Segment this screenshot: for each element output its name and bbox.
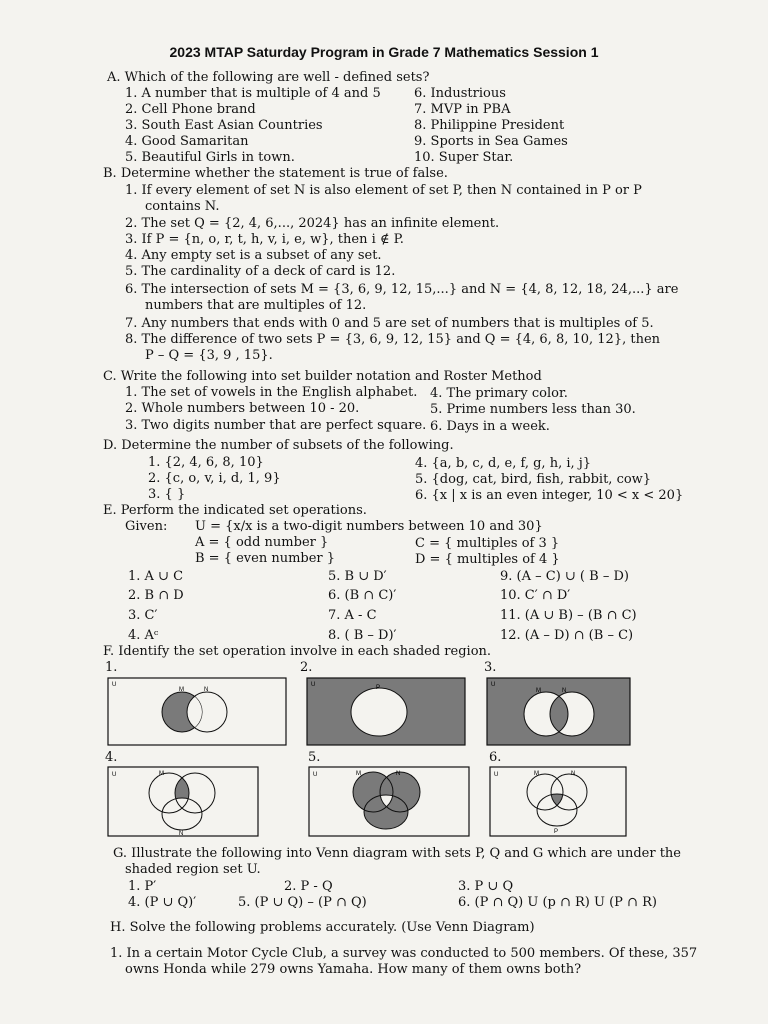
set-a-def: A = { odd number } <box>195 535 329 550</box>
given-label: Given: <box>125 519 168 534</box>
list-item: 4. Aᶜ <box>128 628 159 643</box>
diagram-number: 5. <box>308 750 321 765</box>
section-g-heading: G. Illustrate the following into Venn diagram with sets P, Q and G which are under the <box>113 846 681 861</box>
venn-diagram-2 <box>306 677 466 747</box>
section-b-heading: B. Determine whether the statement is true of false. <box>103 166 448 181</box>
list-item: 6. (P ∩ Q) U (p ∩ R) U (P ∩ R) <box>458 895 657 910</box>
list-item: 5. Beautiful Girls in town. <box>125 150 295 165</box>
list-item: 1. A ∪ C <box>128 569 184 584</box>
section-a-heading: A. Which of the following are well - defined sets? <box>107 70 430 85</box>
list-item: 2. Cell Phone brand <box>125 102 256 117</box>
list-item: 6. (B ∩ C)′ <box>328 588 397 603</box>
list-item: 6. The intersection of sets M = {3, 6, 9, 12, 15,...} and N = {4, 8, 12, 18, 24,...} are <box>125 282 679 297</box>
problem-line: 1. In a certain Motor Cycle Club, a survey was conducted to 500 members. Of these, 357 <box>110 946 698 961</box>
list-item: 5. {dog, cat, bird, fish, rabbit, cow} <box>415 472 652 487</box>
n-label: N <box>571 771 576 777</box>
u-label: U <box>494 772 499 778</box>
set-m-circle <box>527 774 563 810</box>
list-item: 3. If P = {n, o, r, t, h, v, i, e, w}, then i ∉ P. <box>125 232 404 247</box>
list-item: P – Q = {3, 9 , 15}. <box>145 348 273 363</box>
diagram-number: 2. <box>300 660 313 675</box>
n-label: N <box>204 687 209 693</box>
section-e-heading: E. Perform the indicated set operations. <box>103 503 367 518</box>
list-item: 8. The difference of two sets P = {3, 6, 9, 12, 15} and Q = {4, 6, 8, 10, 12}, then <box>125 332 661 347</box>
venn-diagram-5 <box>308 766 470 838</box>
u-label: U <box>112 682 117 688</box>
section-h-heading: H. Solve the following problems accurately. (Use Venn Diagram) <box>110 920 535 935</box>
list-item: 7. A - C <box>328 608 377 623</box>
list-item: 4. The primary color. <box>430 386 568 401</box>
list-item: 2. B ∩ D <box>128 588 184 603</box>
list-item: 7. Any numbers that ends with 0 and 5 are set of numbers that is multiples of 5. <box>125 316 654 331</box>
set-b-def: B = { even number } <box>195 551 336 566</box>
list-item: 2. {c, o, v, i, d, 1, 9} <box>148 471 281 486</box>
list-item: 1. P′ <box>128 879 157 894</box>
set-p-circle <box>351 688 407 736</box>
list-item: 1. {2, 4, 6, 8, 10} <box>148 455 264 470</box>
list-item: 9. Sports in Sea Games <box>414 134 568 149</box>
n-label: N <box>396 771 401 777</box>
problem-line: owns Honda while 279 owns Yamaha. How many of them owns both? <box>125 962 582 977</box>
list-item: numbers that are multiples of 12. <box>145 298 367 313</box>
u-label: U <box>313 772 318 778</box>
diagram-number: 4. <box>105 750 118 765</box>
m-label: M <box>159 771 164 777</box>
n-label: N <box>179 831 184 837</box>
list-item: 6. Industrious <box>414 86 506 101</box>
section-d-heading: D. Determine the number of subsets of the following. <box>103 438 454 453</box>
m-label: M <box>179 687 184 693</box>
list-item: 3. South East Asian Countries <box>125 118 323 133</box>
set-c-def: C = { multiples of 3 } <box>415 536 560 551</box>
list-item: 5. Prime numbers less than 30. <box>430 402 636 417</box>
diagram-number: 3. <box>484 660 497 675</box>
list-item: 1. If every element of set N is also element of set P, then N contained in P or P <box>125 183 642 198</box>
m-label: M <box>356 771 361 777</box>
list-item: 5. B ∪ D′ <box>328 569 387 584</box>
list-item: 1. The set of vowels in the English alphabet. <box>125 385 418 400</box>
list-item: 4. Any empty set is a subset of any set. <box>125 248 382 263</box>
list-item: 5. The cardinality of a deck of card is 12. <box>125 264 396 279</box>
venn-diagram-1 <box>107 677 287 747</box>
universal-set-def: U = {x/x is a two-digit numbers between 10 and 30} <box>195 519 543 534</box>
list-item: 2. P - Q <box>284 879 333 894</box>
u-label: U <box>311 682 316 688</box>
list-item: 12. (A – D) ∩ (B – C) <box>500 628 634 643</box>
u-label: U <box>491 682 496 688</box>
list-item: 2. Whole numbers between 10 - 20. <box>125 401 360 416</box>
list-item: 3. Two digits number that are perfect square. <box>125 418 427 433</box>
list-item: 6. Days in a week. <box>430 419 550 434</box>
list-item: 3. C′ <box>128 608 158 623</box>
p-label: P <box>554 829 559 835</box>
list-item: 7. MVP in PBA <box>414 102 511 117</box>
list-item: 4. {a, b, c, d, e, f, g, h, i, j} <box>415 456 592 471</box>
list-item: 6. {x | x is an even integer, 10 < x < 20} <box>415 488 684 503</box>
list-item: 4. Good Samaritan <box>125 134 249 149</box>
list-item: 10. Super Star. <box>414 150 514 165</box>
list-item: 3. P ∪ Q <box>458 879 514 894</box>
list-item: 8. Philippine President <box>414 118 565 133</box>
section-f-heading: F. Identify the set operation involve in each shaded region. <box>103 644 492 659</box>
u-label: U <box>112 772 117 778</box>
section-c-heading: C. Write the following into set builder notation and Roster Method <box>103 369 542 384</box>
set-n-circle <box>551 774 587 810</box>
list-item: 10. C′ ∩ D′ <box>500 588 571 603</box>
venn-diagram-4 <box>107 766 259 838</box>
list-item: 1. A number that is multiple of 4 and 5 <box>125 86 381 101</box>
list-item: 4. (P ∪ Q)′ <box>128 895 197 910</box>
diagram-number: 6. <box>489 750 502 765</box>
m-label: M <box>534 771 539 777</box>
set-d-def: D = { multiples of 4 } <box>415 552 560 567</box>
n-label: N <box>562 688 567 694</box>
diagram-number: 1. <box>105 660 118 675</box>
section-g-heading-cont: shaded region set U. <box>125 862 261 877</box>
venn-diagram-3 <box>486 677 631 747</box>
list-item: 11. (A ∪ B) – (B ∩ C) <box>500 608 637 623</box>
list-item: contains N. <box>145 199 220 214</box>
venn-diagram-6 <box>489 766 627 838</box>
m-label: M <box>536 688 541 694</box>
list-item: 2. The set Q = {2, 4, 6,..., 2024} has an infinite element. <box>125 216 500 231</box>
list-item: 8. ( B – D)′ <box>328 628 397 643</box>
list-item: 5. (P ∪ Q) – (P ∩ Q) <box>238 895 367 910</box>
p-label: P <box>376 685 381 691</box>
list-item: 9. (A – C) ∪ ( B – D) <box>500 569 629 584</box>
list-item: 3. { } <box>148 487 186 502</box>
page-title: 2023 MTAP Saturday Program in Grade 7 Mathematics Session 1 <box>169 44 599 60</box>
